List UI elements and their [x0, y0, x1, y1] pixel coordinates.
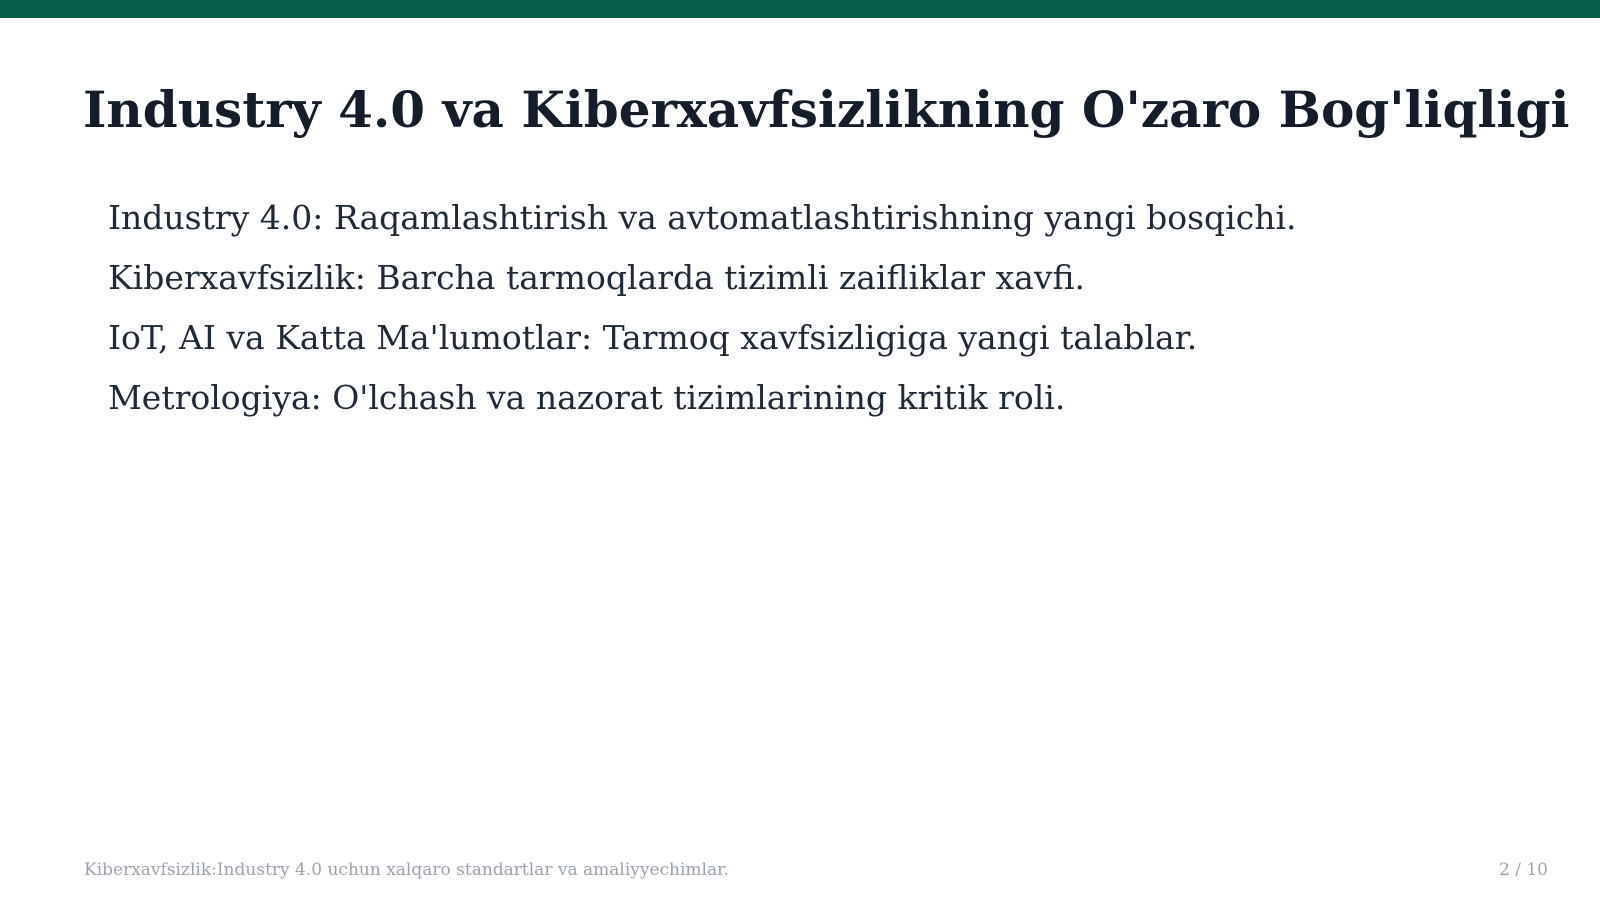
bullet-item: Industry 4.0: Raqamlashtirish va avtomatlashtirishning yangi bosqichi. — [108, 198, 1297, 237]
page-number: 2 / 10 — [1499, 860, 1548, 880]
bullet-item: Metrologiya: O'lchash va nazorat tizimlarining kritik roli. — [108, 378, 1066, 417]
top-accent-bar — [0, 0, 1600, 18]
slide-title: Industry 4.0 va Kiberxavfsizlikning O'zaro Bog'liqligi — [83, 80, 1570, 139]
bullet-item: Kiberxavfsizlik: Barcha tarmoqlarda tizimli zaifliklar xavfi. — [108, 258, 1085, 297]
bullet-item: IoT, AI va Katta Ma'lumotlar: Tarmoq xavfsizligiga yangi talablar. — [108, 318, 1198, 357]
footer-text: Kiberxavfsizlik:Industry 4.0 uchun xalqaro standartlar va amaliyyechimlar. — [84, 860, 729, 880]
bullet-list — [108, 188, 1297, 428]
